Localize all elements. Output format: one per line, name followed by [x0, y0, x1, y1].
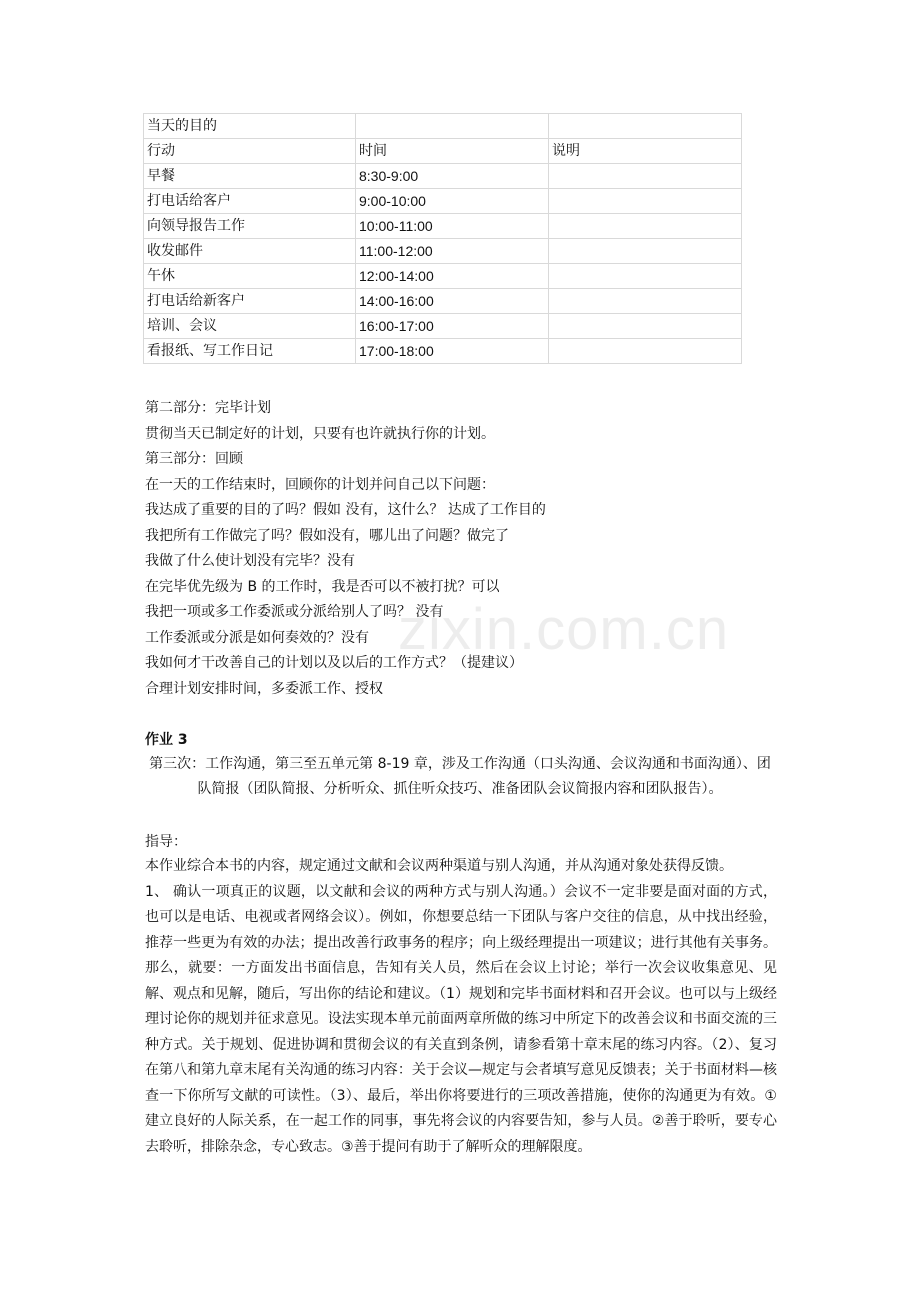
body-paragraph: 1、 确认一项真正的议题，以文献和会议的两种方式与别人沟通。）会议不一定非要是面对面的方式，也可以是电话、电视或者网络会议）。例如，你想要总结一下团队与客户交往的信息，从中找出经验，推荐一些更为有效的办法；提出改善行政事务的程序；向上级经理提出一项建议；进行其他有关事务。那么，就要：一方面发出书面信息，告知有关人员，然后在会议上讨论；举行一次会议收集意见、见解、观点和见解，随后，写出你的结论和建议。（1）规划和完毕书面材料和召开会议。也可以与上级经理讨论你的规划并征求意见。设法实现本单元前面两章所做的练习中所定下的改善会议和书面交流的三种方式。关于规划、促进协调和贯彻会议的有关直到条例，请参看第十章末尾的练习内容。（2）、复习在第八和第九章末尾有关沟通的练习内容：关于会议—规定与会者填写意见反馈表；关于书面材料—核查一下你所写文献的可读性。（3）、最后，举出你将要进行的三项改善措施，使你的沟通更为有效。①建立良好的人际关系，在一起工作的同事，事先将会议的内容要告知，参与人员。②善于聆听，要专心去聆听，排除杂念，专心致志。③善于提问有助于了解听众的理解限度。	[145, 883, 777, 1155]
table-cell	[549, 114, 742, 139]
homework-title: 作业 3	[145, 732, 188, 748]
note-cell	[549, 314, 742, 339]
time-cell: 16:00-17:00	[356, 314, 549, 339]
section-heading-part-two: 第二部分：完毕计划	[145, 400, 271, 416]
review-question: 我把一项或多工作委派或分派给别人了吗？ 没有	[145, 604, 444, 620]
review-question: 在完毕优先级为 B 的工作时，我是否可以不被打扰？可以	[145, 578, 500, 595]
table-row	[144, 314, 742, 339]
action-cell: 看报纸、写工作日记	[144, 339, 356, 364]
watermark: zixin.com.cn	[398, 597, 730, 662]
review-question: 我达成了重要的目的了吗？假如 没有，这什么？ 达成了工作目的	[145, 502, 546, 518]
action-cell: 早餐	[144, 164, 356, 189]
text-line: 贯彻当天已制定好的计划，只要有也许就执行你的计划。	[145, 425, 495, 442]
table-row	[144, 264, 742, 289]
time-cell: 11:00-12:00	[356, 239, 549, 264]
table-cell: 当天的目的	[144, 114, 356, 139]
section-heading-part-three: 第三部分：回顾	[145, 451, 243, 467]
time-cell: 8:30-9:00	[356, 164, 549, 189]
homework-intro: 第三次：工作沟通，第三至五单元第 8-19 章，涉及工作沟通（口头沟通、会议沟通和书面沟通）、团队简报（团队简报、分析听众、抓住听众技巧、准备团队会议简报内容和团队报告）。	[149, 756, 771, 797]
note-cell	[549, 164, 742, 189]
note-cell	[549, 239, 742, 264]
table-title-row	[144, 114, 742, 139]
note-cell	[549, 189, 742, 214]
review-question: 我做了什么使计划没有完毕？没有	[145, 553, 355, 569]
action-cell: 收发邮件	[144, 239, 356, 264]
table-row	[144, 289, 742, 314]
table-row	[144, 214, 742, 239]
time-cell: 14:00-16:00	[356, 289, 549, 314]
action-cell: 打电话给客户	[144, 189, 356, 214]
time-cell: 17:00-18:00	[356, 339, 549, 364]
column-header-time: 时间	[356, 139, 549, 164]
action-cell: 午休	[144, 264, 356, 289]
note-cell	[549, 214, 742, 239]
time-cell: 10:00-11:00	[356, 214, 549, 239]
table-row	[144, 339, 742, 364]
table-row	[144, 189, 742, 214]
review-question: 我如何才干改善自己的计划以及以后的工作方式？（提建议）	[145, 655, 523, 671]
note-cell	[549, 289, 742, 314]
homework-body	[145, 854, 777, 1160]
note-cell	[549, 264, 742, 289]
daily-schedule-table	[143, 113, 742, 364]
action-cell: 向领导报告工作	[144, 214, 356, 239]
review-question: 工作委派或分派是如何奏效的？没有	[145, 629, 369, 646]
column-header-note: 说明	[549, 139, 742, 164]
column-header-action: 行动	[144, 139, 356, 164]
body-paragraph: 本作业综合本书的内容，规定通过文献和会议两种渠道与别人沟通，并从沟通对象处获得反馈。	[145, 858, 733, 874]
table-header-row	[144, 139, 742, 164]
text-line: 合理计划安排时间，多委派工作、授权	[145, 680, 383, 697]
guide-label: 指导：	[145, 834, 187, 850]
review-question: 我把所有工作做完了吗？假如没有，哪儿出了问题？做完了	[145, 527, 509, 544]
action-cell: 培训、会议	[144, 314, 356, 339]
table-row	[144, 239, 742, 264]
time-cell: 9:00-10:00	[356, 189, 549, 214]
table-cell	[356, 114, 549, 139]
text-line: 在一天的工作结束时，回顾你的计划并问自己以下问题：	[145, 476, 495, 493]
note-cell	[549, 339, 742, 364]
action-cell: 打电话给新客户	[144, 289, 356, 314]
time-cell: 12:00-14:00	[356, 264, 549, 289]
review-section	[145, 396, 785, 702]
table-row	[144, 164, 742, 189]
